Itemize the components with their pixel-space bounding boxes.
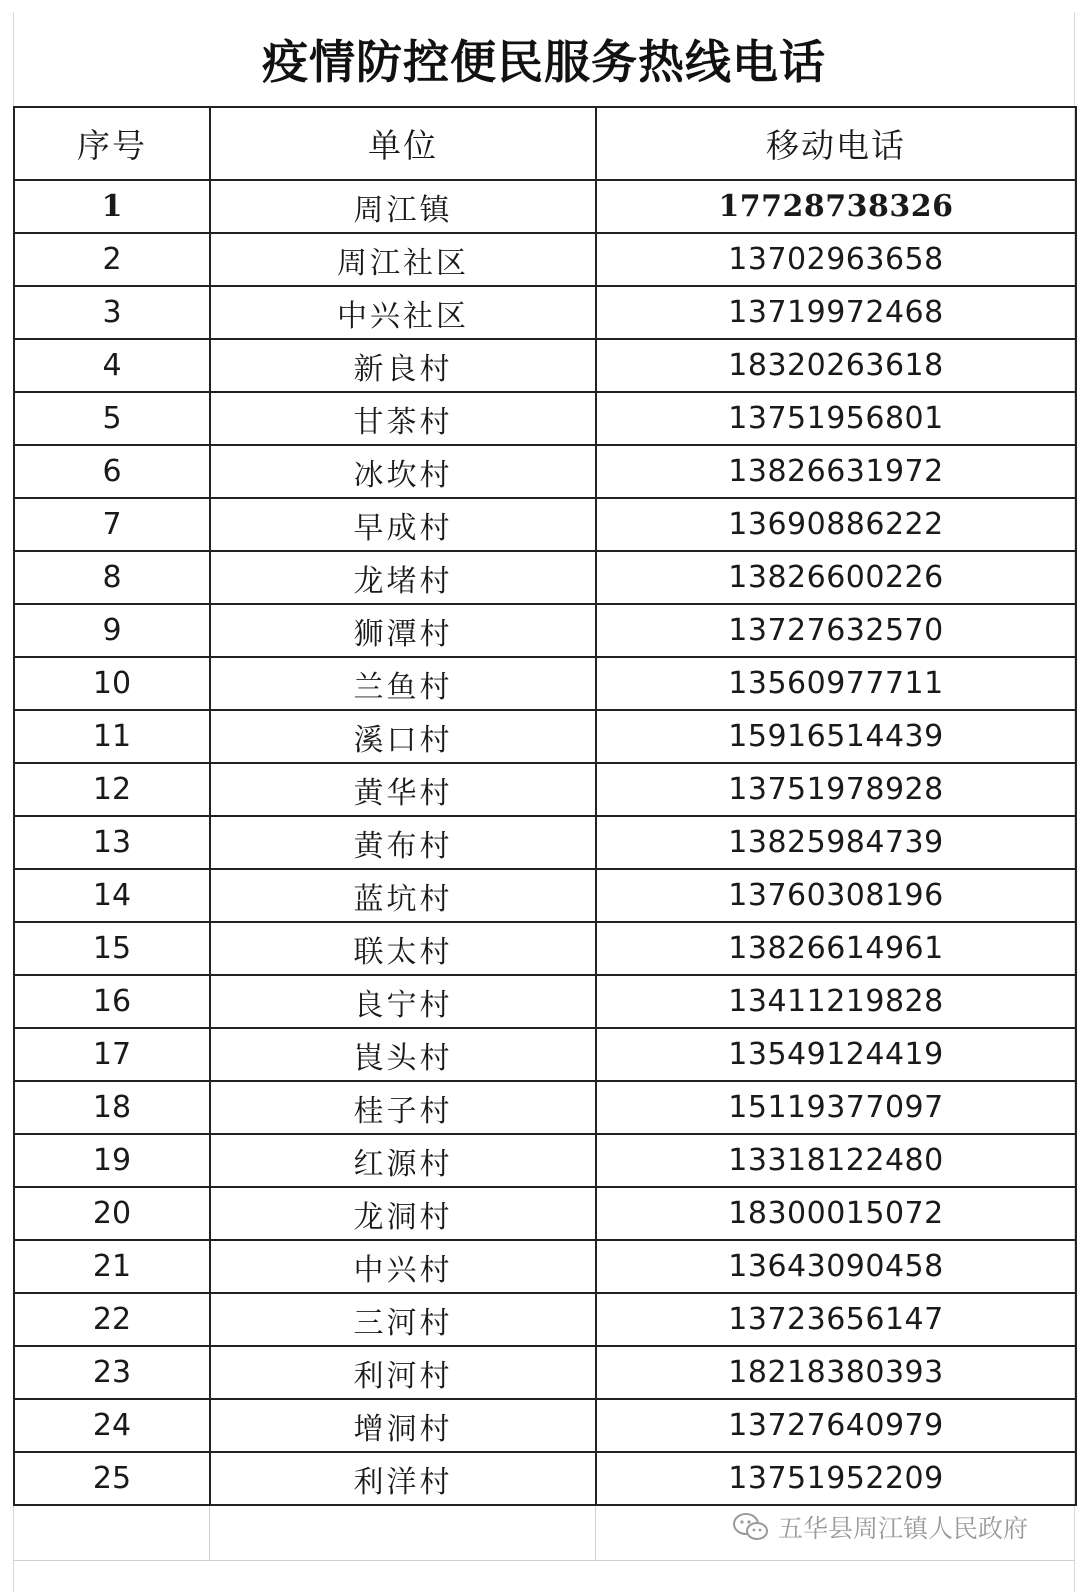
row-phone: 13719972468: [596, 286, 1076, 339]
row-serial: 19: [14, 1134, 210, 1187]
row-unit: 周江镇: [210, 180, 596, 233]
row-unit: 蓝坑村: [210, 869, 596, 922]
row-phone: 13751956801: [596, 392, 1076, 445]
watermark-text: 五华县周江镇人民政府: [777, 1514, 1028, 1543]
row-serial: 21: [14, 1240, 210, 1293]
row-phone: 13751978928: [596, 763, 1076, 816]
row-serial: 4: [14, 339, 210, 392]
row-phone: 13702963658: [596, 233, 1076, 286]
row-phone: 13723656147: [596, 1293, 1076, 1346]
row-unit: 桂子村: [210, 1081, 596, 1134]
row-unit: 周江社区: [210, 233, 596, 286]
table-row: [14, 710, 1076, 763]
row-serial: 6: [14, 445, 210, 498]
row-unit: 龙洞村: [210, 1187, 596, 1240]
table-row: [14, 975, 1076, 1028]
row-phone: 13760308196: [596, 869, 1076, 922]
row-unit: 溪口村: [210, 710, 596, 763]
row-serial: 18: [14, 1081, 210, 1134]
row-unit: 利河村: [210, 1346, 596, 1399]
row-serial: 3: [14, 286, 210, 339]
row-phone: 13411219828: [596, 975, 1076, 1028]
row-serial: 22: [14, 1293, 210, 1346]
table-row: [14, 1187, 1076, 1240]
row-phone: 13826631972: [596, 445, 1076, 498]
footer-divider: [209, 1506, 210, 1560]
row-unit: 黄布村: [210, 816, 596, 869]
row-unit: 狮潭村: [210, 604, 596, 657]
table-row: [14, 816, 1076, 869]
row-unit: 三河村: [210, 1293, 596, 1346]
footer-divider: [13, 1560, 1075, 1561]
row-phone: 18218380393: [596, 1346, 1076, 1399]
table-row: [14, 286, 1076, 339]
row-unit: 红源村: [210, 1134, 596, 1187]
row-unit: 中兴社区: [210, 286, 596, 339]
row-phone: 13643090458: [596, 1240, 1076, 1293]
row-unit: 增洞村: [210, 1399, 596, 1452]
header-serial: 序号: [14, 107, 210, 180]
row-serial: 15: [14, 922, 210, 975]
row-unit: 联太村: [210, 922, 596, 975]
table-row: [14, 551, 1076, 604]
table-row: [14, 1452, 1076, 1505]
row-phone: 15916514439: [596, 710, 1076, 763]
table-row: [14, 869, 1076, 922]
row-phone: 18320263618: [596, 339, 1076, 392]
row-phone: 13751952209: [596, 1452, 1076, 1505]
page-title: 疫情防控便民服务热线电话: [262, 35, 826, 89]
table-row: [14, 1399, 1076, 1452]
row-serial: 5: [14, 392, 210, 445]
row-serial: 13: [14, 816, 210, 869]
hotline-table: [13, 106, 1077, 1506]
row-phone: 13560977711: [596, 657, 1076, 710]
row-unit: 利洋村: [210, 1452, 596, 1505]
row-serial: 16: [14, 975, 210, 1028]
row-unit: 良宁村: [210, 975, 596, 1028]
table-row: [14, 922, 1076, 975]
footer-divider: [595, 1506, 596, 1560]
row-phone: 13825984739: [596, 816, 1076, 869]
row-serial: 9: [14, 604, 210, 657]
row-phone: 13826614961: [596, 922, 1076, 975]
row-unit: 黄华村: [210, 763, 596, 816]
row-phone: 17728738326: [596, 180, 1076, 233]
table-header-row: [14, 107, 1076, 180]
row-unit: 冰坎村: [210, 445, 596, 498]
table-row: [14, 339, 1076, 392]
table-row: [14, 498, 1076, 551]
row-serial: 24: [14, 1399, 210, 1452]
row-phone: 13318122480: [596, 1134, 1076, 1187]
row-serial: 8: [14, 551, 210, 604]
row-serial: 12: [14, 763, 210, 816]
wechat-icon: [732, 1512, 770, 1542]
table-row: [14, 1134, 1076, 1187]
table-row: [14, 1293, 1076, 1346]
table-row: [14, 763, 1076, 816]
row-unit: 中兴村: [210, 1240, 596, 1293]
row-serial: 7: [14, 498, 210, 551]
table-row: [14, 1081, 1076, 1134]
row-phone: 15119377097: [596, 1081, 1076, 1134]
row-phone: 13549124419: [596, 1028, 1076, 1081]
watermark: [732, 1506, 1028, 1548]
row-serial: 14: [14, 869, 210, 922]
row-serial: 1: [14, 180, 210, 233]
row-unit: 早成村: [210, 498, 596, 551]
table-row: [14, 233, 1076, 286]
row-unit: 兰鱼村: [210, 657, 596, 710]
row-phone: 13826600226: [596, 551, 1076, 604]
table-row: [14, 604, 1076, 657]
row-unit: 新良村: [210, 339, 596, 392]
table-row: [14, 1240, 1076, 1293]
row-phone: 18300015072: [596, 1187, 1076, 1240]
row-serial: 20: [14, 1187, 210, 1240]
table-row: [14, 1346, 1076, 1399]
row-serial: 11: [14, 710, 210, 763]
row-phone: 13727640979: [596, 1399, 1076, 1452]
row-serial: 25: [14, 1452, 210, 1505]
header-unit: 单位: [210, 107, 596, 180]
row-phone: 13690886222: [596, 498, 1076, 551]
row-serial: 17: [14, 1028, 210, 1081]
row-phone: 13727632570: [596, 604, 1076, 657]
row-serial: 2: [14, 233, 210, 286]
table-row: [14, 392, 1076, 445]
header-phone: 移动电话: [596, 107, 1076, 180]
row-unit: 崀头村: [210, 1028, 596, 1081]
row-unit: 龙堵村: [210, 551, 596, 604]
row-serial: 23: [14, 1346, 210, 1399]
table-row: [14, 180, 1076, 233]
table-row: [14, 1028, 1076, 1081]
row-unit: 甘茶村: [210, 392, 596, 445]
row-serial: 10: [14, 657, 210, 710]
table-row: [14, 445, 1076, 498]
table-row: [14, 657, 1076, 710]
